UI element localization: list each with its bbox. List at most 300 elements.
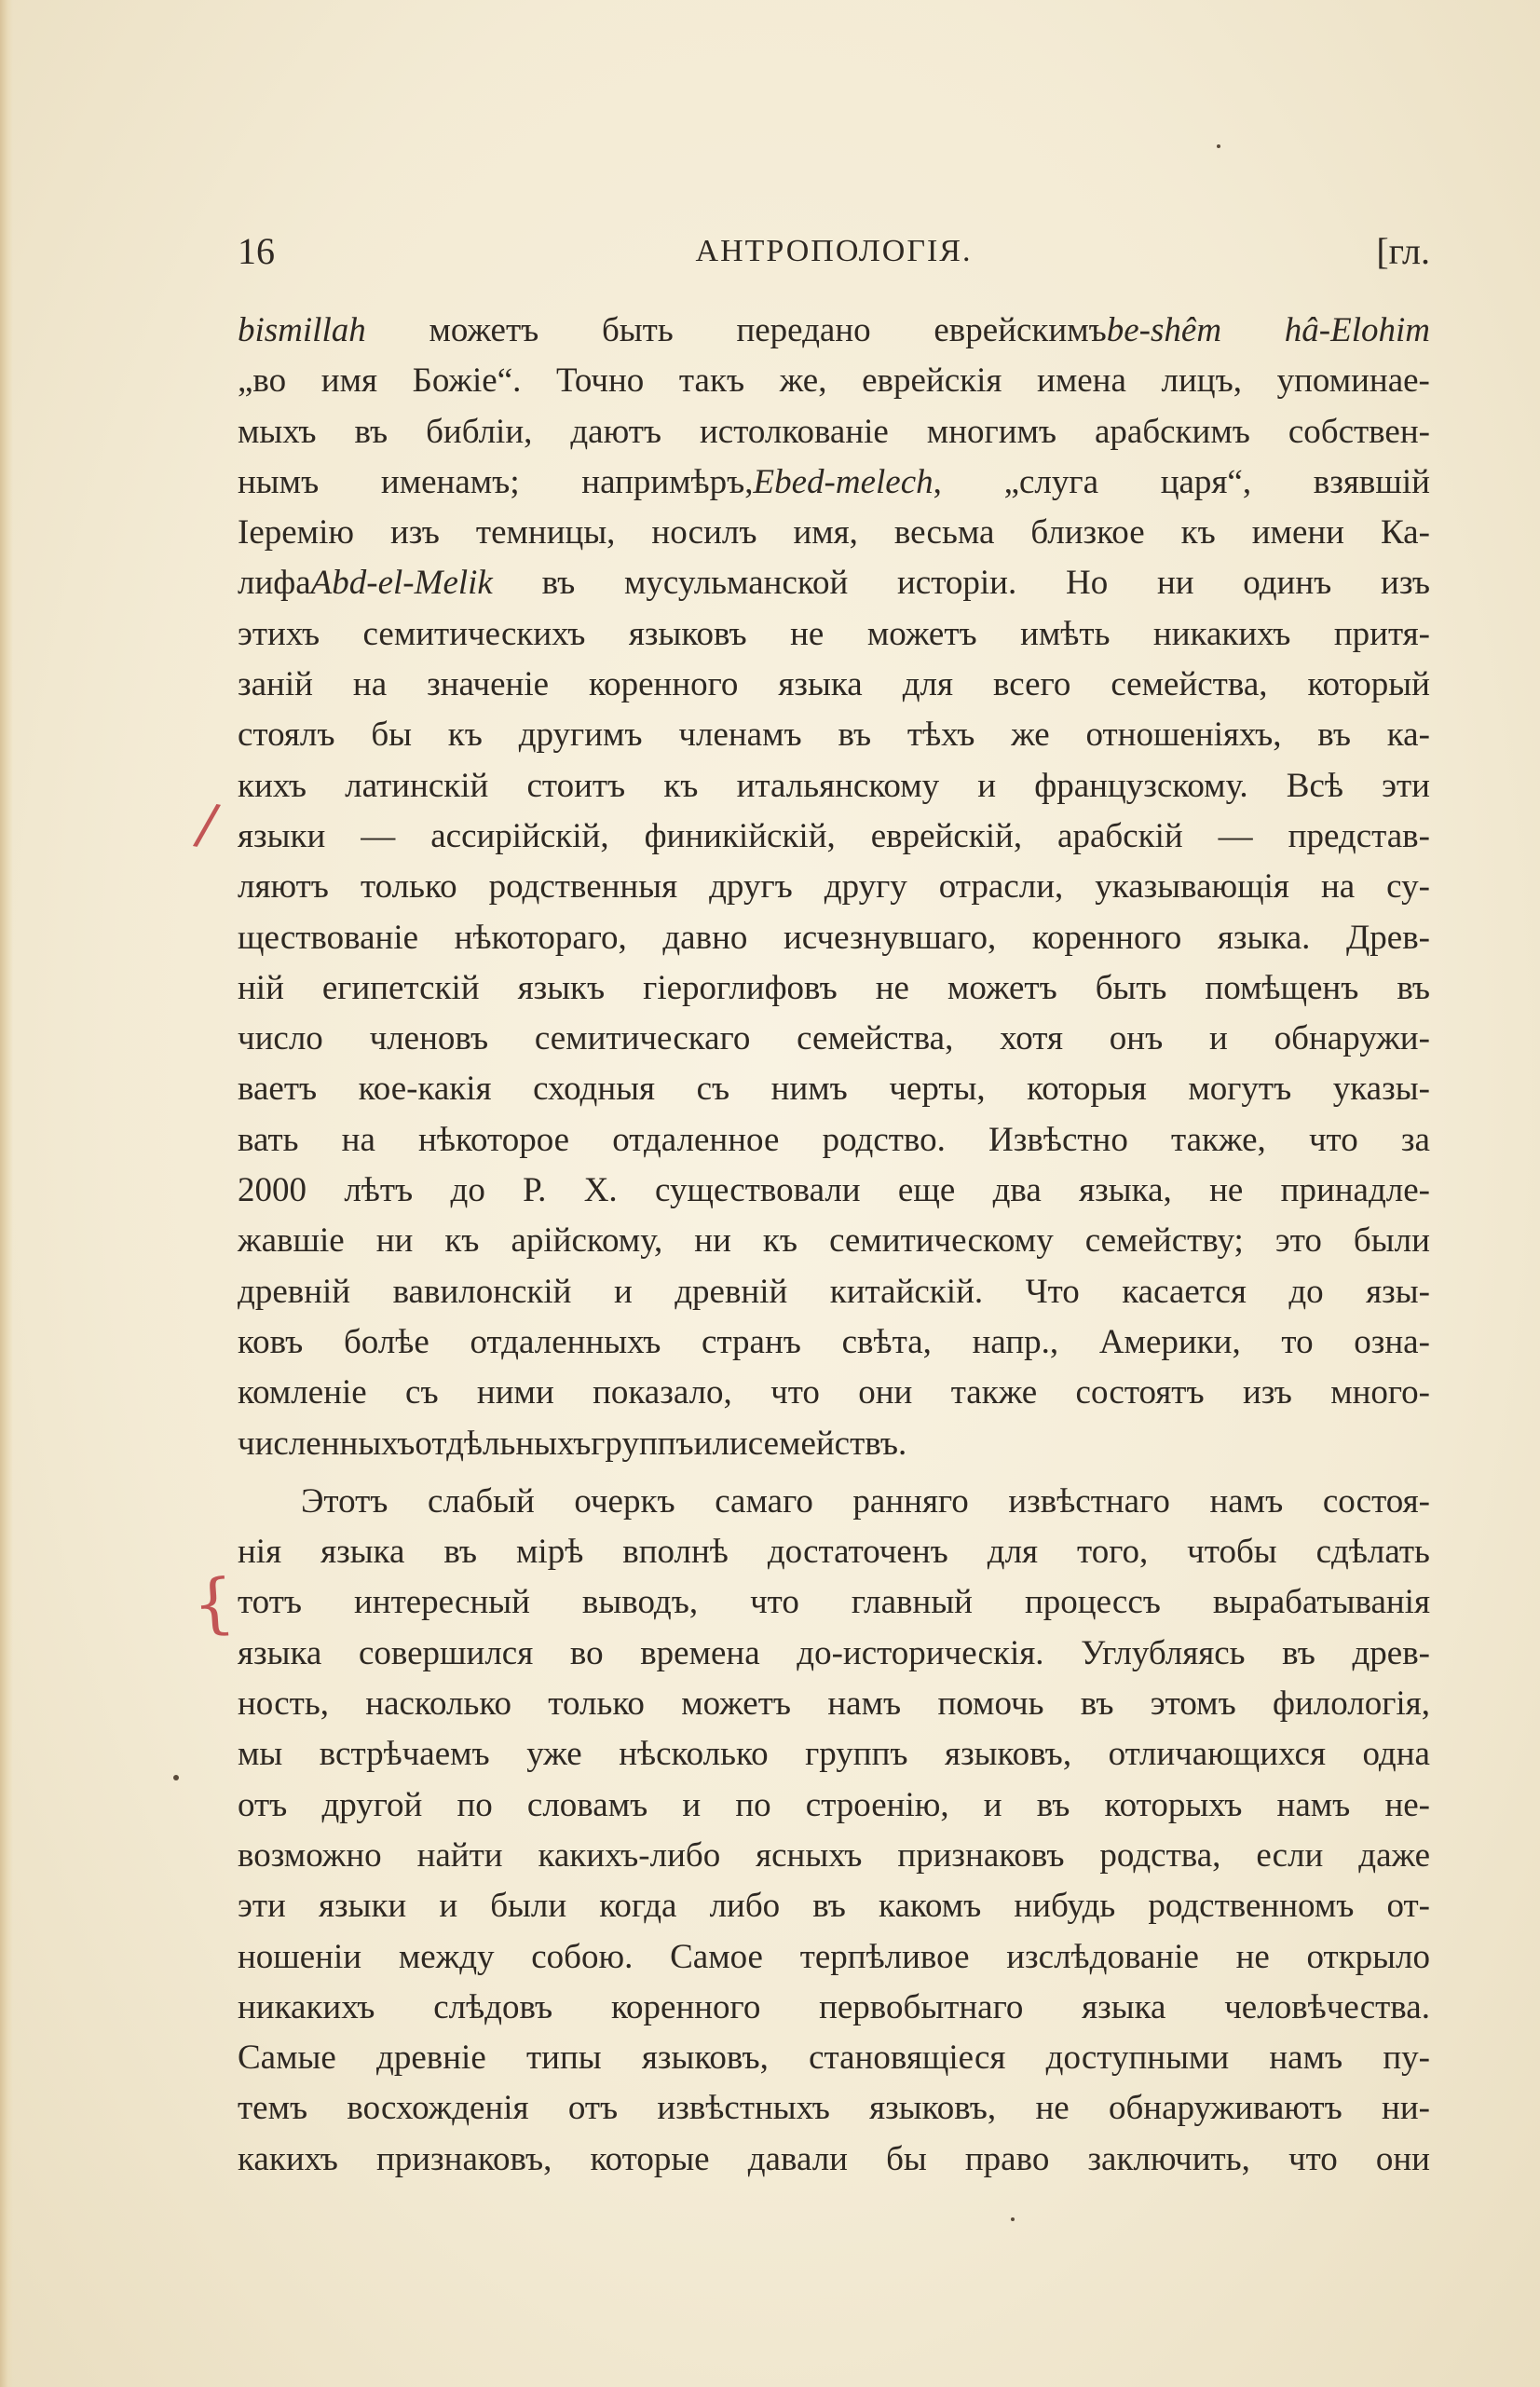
- word: bismillah: [238, 311, 366, 349]
- word: значеніе: [427, 665, 550, 704]
- text-line: [238, 1729, 1430, 1780]
- text-line: [238, 761, 1430, 812]
- word: типы: [525, 2039, 602, 2078]
- page-number: 16: [238, 230, 275, 272]
- word: членамъ: [678, 716, 802, 755]
- word: главный: [851, 1583, 973, 1622]
- word: ляютъ: [238, 867, 329, 907]
- word: того,: [1077, 1533, 1149, 1572]
- pencil-margin-mark: /: [190, 790, 224, 859]
- word: Самое: [670, 1937, 763, 1976]
- word: въ: [1397, 968, 1430, 1007]
- word: извѣстныхъ: [657, 2089, 830, 2128]
- word: сдѣлать: [1315, 1533, 1430, 1572]
- word: отъ: [567, 2089, 619, 2128]
- word: пу-: [1383, 2039, 1430, 2078]
- word: бы: [371, 716, 412, 755]
- word: филологія,: [1273, 1685, 1430, 1724]
- ink-speck: [1217, 144, 1220, 148]
- text-line: [238, 1477, 1430, 1527]
- word: этихъ: [238, 614, 320, 653]
- text-line: [238, 1831, 1430, 1881]
- word: стоялъ: [238, 716, 335, 755]
- word: восхожденія: [347, 2089, 529, 2128]
- word: которыхъ: [1104, 1785, 1243, 1824]
- word: коренного: [589, 665, 739, 704]
- word: за: [1400, 1120, 1430, 1159]
- word: этомъ: [1150, 1685, 1236, 1724]
- word: язы-: [1366, 1272, 1430, 1311]
- text-line: [238, 1679, 1430, 1729]
- word: лицъ,: [1161, 361, 1242, 401]
- word: древніе: [376, 2039, 486, 2078]
- word: латинскій: [345, 766, 489, 805]
- word: темницы,: [475, 513, 616, 552]
- word: имена: [1037, 361, 1126, 401]
- word: истолкованіе: [699, 412, 889, 451]
- word: ковъ: [238, 1322, 304, 1361]
- text-line: [238, 1216, 1430, 1266]
- word: еврейскія: [862, 361, 1002, 401]
- word: ни: [694, 1221, 731, 1261]
- word: „слуга: [1003, 462, 1098, 501]
- word: и: [682, 1785, 702, 1824]
- word: показало,: [593, 1373, 732, 1412]
- word: съ: [405, 1373, 439, 1412]
- word: языковъ: [628, 614, 747, 653]
- word: касается: [1122, 1272, 1247, 1311]
- word: какомъ: [879, 1887, 982, 1926]
- word: состоятъ: [1075, 1373, 1205, 1412]
- word: родственномъ: [1148, 1887, 1355, 1926]
- word: языка: [1082, 1987, 1166, 2026]
- word: что: [770, 1373, 820, 1412]
- word: состоя-: [1322, 1481, 1430, 1521]
- word: ни-: [1382, 2089, 1430, 2128]
- word: темъ: [238, 2089, 308, 2128]
- word: между: [398, 1937, 495, 1976]
- word: найти: [416, 1835, 503, 1875]
- word: самаго: [715, 1481, 813, 1521]
- word: много-: [1330, 1373, 1430, 1412]
- text-line: [238, 1115, 1430, 1166]
- word: на: [341, 1120, 375, 1159]
- word: нымъ: [238, 462, 320, 501]
- word: были: [1353, 1221, 1430, 1261]
- text-line: [238, 2083, 1430, 2134]
- word: арабскій: [1057, 816, 1183, 855]
- word: не: [1035, 2089, 1070, 2128]
- word: для: [902, 665, 954, 704]
- word: и: [613, 1272, 633, 1311]
- word: семейства,: [797, 1019, 954, 1058]
- word: эти: [1382, 766, 1430, 805]
- word: hâ-Elohim: [1284, 311, 1430, 349]
- word: имѣть: [1020, 614, 1111, 653]
- word: въ: [1317, 716, 1351, 755]
- word: можетъ: [429, 311, 539, 349]
- word: по: [735, 1785, 771, 1824]
- word: въ: [541, 564, 576, 603]
- word: еврейскій,: [870, 816, 1023, 855]
- word: хотя: [1000, 1019, 1063, 1058]
- word: ношеніи: [238, 1937, 362, 1976]
- word: близкое: [1030, 513, 1145, 552]
- word: египетскій: [321, 968, 480, 1007]
- text-line: [238, 1014, 1430, 1064]
- word: весьма: [893, 513, 995, 552]
- word: либо: [709, 1887, 781, 1926]
- word: нибудь: [1014, 1887, 1116, 1926]
- word: что: [1288, 2139, 1338, 2178]
- text-line: [238, 306, 1430, 356]
- word: Этотъ: [301, 1481, 388, 1521]
- word: языки: [318, 1887, 407, 1926]
- word: указы-: [1332, 1070, 1430, 1109]
- word: если: [1256, 1835, 1324, 1875]
- word: не: [1235, 1937, 1270, 1976]
- word: еврейскимъbe-shêm: [934, 311, 1222, 349]
- word: напримѣръ,Ebed-melech,: [581, 462, 942, 501]
- word: носилъ: [651, 513, 757, 552]
- word: уже: [526, 1735, 582, 1774]
- word: изслѣдованіе: [1006, 1937, 1199, 1976]
- word: признаковъ,: [375, 2139, 552, 2178]
- word: извѣстнаго: [1008, 1481, 1170, 1521]
- text-line: [238, 1629, 1430, 1679]
- word: признаковъ: [897, 1835, 1065, 1875]
- word: намъ: [1276, 1785, 1351, 1824]
- word: языковъ,: [641, 2039, 769, 2078]
- word: Х.: [583, 1171, 618, 1210]
- word: Всѣ: [1286, 766, 1343, 805]
- word: во: [569, 1633, 604, 1672]
- word: бы: [886, 2139, 927, 2178]
- word: еще: [897, 1171, 956, 1210]
- word: только: [548, 1685, 645, 1724]
- word: многимъ: [926, 412, 1057, 451]
- word: ность,: [238, 1685, 329, 1724]
- word: и: [983, 1785, 1002, 1824]
- text-line: [238, 1317, 1430, 1368]
- word: въ: [838, 716, 872, 755]
- word: намъ: [827, 1685, 902, 1724]
- word: другимъ: [518, 716, 643, 755]
- word: Ка-: [1380, 513, 1430, 552]
- word: напр.,: [972, 1322, 1059, 1361]
- word: словамъ: [526, 1785, 648, 1824]
- word: насколько: [365, 1685, 511, 1724]
- word: Америки,: [1098, 1322, 1241, 1361]
- text-line: [238, 1527, 1430, 1577]
- word: вырабатыванія: [1212, 1583, 1430, 1622]
- text-line: [238, 710, 1430, 760]
- word: Р.: [523, 1171, 547, 1210]
- word: что: [750, 1583, 799, 1622]
- word: что: [1308, 1120, 1358, 1159]
- word: и: [439, 1887, 458, 1926]
- word: отдаленныхъ: [470, 1322, 661, 1361]
- word: языки: [238, 816, 326, 855]
- word: взявшій: [1313, 462, 1430, 501]
- word: Самые: [238, 2039, 336, 2078]
- text-line: [238, 508, 1430, 558]
- word: намъ: [1269, 2039, 1343, 2078]
- page-edge-shadow: [0, 0, 13, 2387]
- word: также: [950, 1373, 1038, 1412]
- word: черты,: [889, 1070, 986, 1109]
- word: мусульманской: [624, 564, 849, 603]
- word: съ: [696, 1070, 730, 1109]
- word: помочь: [937, 1685, 1044, 1724]
- word: на: [1320, 867, 1356, 907]
- word: отдаленное: [612, 1120, 780, 1159]
- word: доступными: [1045, 2039, 1230, 2078]
- word: 2000: [238, 1171, 307, 1210]
- word: арійскому,: [511, 1221, 663, 1261]
- word: на: [352, 665, 388, 704]
- word: какихъ: [238, 2139, 338, 2178]
- word: ществованіе: [238, 918, 419, 957]
- word: другой: [321, 1785, 423, 1824]
- word: возможно: [238, 1835, 382, 1875]
- word: изъ: [1381, 564, 1430, 603]
- word: тѣхъ: [906, 716, 975, 755]
- word: отрасли,: [938, 867, 1064, 907]
- word: семитическаго: [534, 1019, 751, 1058]
- word: жавшіе: [238, 1221, 345, 1261]
- word: передано: [736, 311, 871, 349]
- word: не: [1209, 1171, 1244, 1210]
- word: древній: [238, 1272, 351, 1311]
- word: не: [790, 614, 825, 653]
- word: коренного: [610, 1987, 761, 2026]
- text-line: [238, 1267, 1430, 1317]
- word: то: [1281, 1322, 1314, 1361]
- text-line: [238, 963, 1430, 1014]
- word: одна: [1362, 1735, 1430, 1774]
- word: озна-: [1354, 1322, 1430, 1361]
- word: ка-: [1386, 716, 1430, 755]
- word: финикійскій,: [644, 816, 836, 855]
- word: очеркъ: [574, 1481, 675, 1521]
- word: имени: [1251, 513, 1344, 552]
- word: языка,: [1079, 1171, 1172, 1210]
- word: Точно: [556, 361, 645, 401]
- word: родства,: [1099, 1835, 1221, 1875]
- word: исчезнувшаго,: [783, 918, 997, 957]
- word: языковъ,: [945, 1735, 1072, 1774]
- text-line: [238, 1419, 1430, 1469]
- word: болѣе: [343, 1322, 429, 1361]
- word: изъ: [1242, 1373, 1292, 1412]
- word: отличающихся: [1108, 1735, 1326, 1774]
- word: лѣтъ: [344, 1171, 414, 1210]
- word: которыя: [1027, 1070, 1147, 1109]
- word: собствен-: [1288, 412, 1430, 451]
- word: два: [992, 1171, 1042, 1210]
- word: нѣкоторое: [418, 1120, 570, 1159]
- word: къ: [663, 766, 699, 805]
- word: нѣкотораго,: [454, 918, 627, 957]
- word: помѣщенъ: [1205, 968, 1359, 1007]
- word: также,: [1171, 1120, 1266, 1159]
- word: —: [1218, 816, 1253, 855]
- word: семитическому: [829, 1221, 1054, 1261]
- word: чтобы: [1187, 1533, 1277, 1572]
- word: французскому.: [1034, 766, 1248, 805]
- word: Божіе“.: [412, 361, 522, 401]
- word: „во: [238, 361, 287, 401]
- word: только: [360, 867, 457, 907]
- word: Древ-: [1346, 918, 1430, 957]
- word: къ: [762, 1221, 798, 1261]
- word: встрѣчаемъ: [319, 1735, 490, 1774]
- word: первобытнаго: [819, 1987, 1024, 2026]
- word: не-: [1384, 1785, 1430, 1824]
- word: именамъ;: [380, 462, 520, 501]
- word: Что: [1025, 1272, 1080, 1311]
- chapter-mark: [гл.: [1376, 230, 1430, 272]
- word: изъ: [390, 513, 440, 552]
- word: отъ: [238, 1785, 288, 1824]
- word: другъ: [709, 867, 793, 907]
- ink-speck: [173, 1775, 179, 1780]
- word: въ: [1036, 1785, 1070, 1824]
- word: существовали: [655, 1171, 861, 1210]
- word: группъ: [591, 1424, 694, 1463]
- word: до: [1288, 1272, 1324, 1311]
- text-line: [238, 660, 1430, 710]
- word: заключить,: [1087, 2139, 1250, 2178]
- text-line: [238, 356, 1430, 406]
- text-line: [238, 558, 1430, 608]
- word: ними: [476, 1373, 554, 1412]
- word: итальянскому: [736, 766, 940, 805]
- word: въ: [443, 1533, 478, 1572]
- word: открыло: [1306, 1937, 1430, 1976]
- word: они: [858, 1373, 913, 1412]
- word: вать: [238, 1120, 299, 1159]
- word: слѣдовъ: [433, 1987, 553, 2026]
- word: тотъ: [238, 1583, 302, 1622]
- pencil-margin-bracket: {: [190, 1563, 238, 1644]
- word: ассирійскій,: [430, 816, 609, 855]
- word: можетъ: [947, 968, 1057, 1007]
- text-line: [238, 1064, 1430, 1114]
- text-line: [238, 812, 1430, 862]
- word: совершился: [358, 1633, 534, 1672]
- word: китайскій.: [829, 1272, 984, 1311]
- word: могутъ: [1188, 1070, 1292, 1109]
- word: ранняго: [852, 1481, 969, 1521]
- word: нія: [238, 1533, 282, 1572]
- word: семитическихъ: [362, 614, 586, 653]
- word: это: [1274, 1221, 1322, 1261]
- text-line: [238, 457, 1430, 508]
- word: мыхъ: [238, 412, 317, 451]
- paragraph-gap: [238, 1469, 1430, 1477]
- running-head: [238, 228, 1430, 275]
- word: мы: [238, 1735, 283, 1774]
- ink-speck: [1011, 2217, 1015, 2221]
- word: численныхъ: [238, 1424, 416, 1463]
- word: выводъ,: [581, 1583, 699, 1622]
- word: языкъ: [517, 968, 606, 1007]
- word: гіероглифовъ: [643, 968, 838, 1007]
- text-line: [238, 1368, 1430, 1418]
- word: представ-: [1288, 816, 1430, 855]
- word: до-историческія.: [797, 1633, 1044, 1672]
- word: семейству;: [1084, 1221, 1244, 1261]
- word: для: [987, 1533, 1039, 1572]
- word: отношеніяхъ,: [1085, 716, 1282, 755]
- running-title: АНТРОПОЛОГІЯ.: [695, 234, 973, 268]
- word: одинъ: [1243, 564, 1332, 603]
- word: царя“,: [1160, 462, 1252, 501]
- word: право: [964, 2139, 1050, 2178]
- word: Углубляясь: [1081, 1633, 1246, 1672]
- text-line: [238, 1881, 1430, 1931]
- word: же,: [779, 361, 827, 401]
- word: ній: [238, 968, 284, 1007]
- word: такъ: [678, 361, 745, 401]
- word: заній: [238, 665, 313, 704]
- word: языка: [320, 1533, 405, 1572]
- word: къ: [1180, 513, 1216, 552]
- word: процессъ: [1024, 1583, 1161, 1622]
- word: становящіеся: [809, 2039, 1006, 2078]
- word: мірѣ: [516, 1533, 584, 1572]
- word: имя,: [793, 513, 858, 552]
- word: стоитъ: [526, 766, 626, 805]
- word: ни: [1156, 564, 1194, 603]
- word: намъ: [1209, 1481, 1284, 1521]
- word: эти: [238, 1887, 286, 1926]
- word: лифаAbd-el-Melik: [238, 564, 493, 603]
- word: не: [875, 968, 909, 1007]
- word: кое-какія: [358, 1070, 492, 1109]
- word: быть: [1095, 968, 1167, 1007]
- word: никакихъ: [1152, 614, 1291, 653]
- word: нимъ: [770, 1070, 848, 1109]
- word: по: [457, 1785, 493, 1824]
- word: же: [1011, 716, 1050, 755]
- word: къ: [444, 1221, 480, 1261]
- word: къ: [447, 716, 483, 755]
- word: и: [977, 766, 997, 805]
- word: въ: [1282, 1633, 1315, 1672]
- word: даютъ: [570, 412, 662, 451]
- word: исторіи.: [897, 564, 1017, 603]
- text-line: [238, 1577, 1430, 1628]
- word: странъ: [702, 1322, 801, 1361]
- word: можетъ: [681, 1685, 792, 1724]
- text-line: [238, 1932, 1430, 1983]
- word: имя: [320, 361, 377, 401]
- text-line: [238, 862, 1430, 912]
- word: —: [361, 816, 396, 855]
- text-line: [238, 1780, 1430, 1831]
- word: семействъ.: [747, 1424, 907, 1463]
- word: и: [1209, 1019, 1228, 1058]
- word: древ-: [1352, 1633, 1430, 1672]
- word: человѣчества.: [1224, 1987, 1430, 2026]
- word: въ: [1080, 1685, 1114, 1724]
- word: членовъ: [369, 1019, 489, 1058]
- word: обнаружи-: [1274, 1019, 1430, 1058]
- word: притя-: [1333, 614, 1430, 653]
